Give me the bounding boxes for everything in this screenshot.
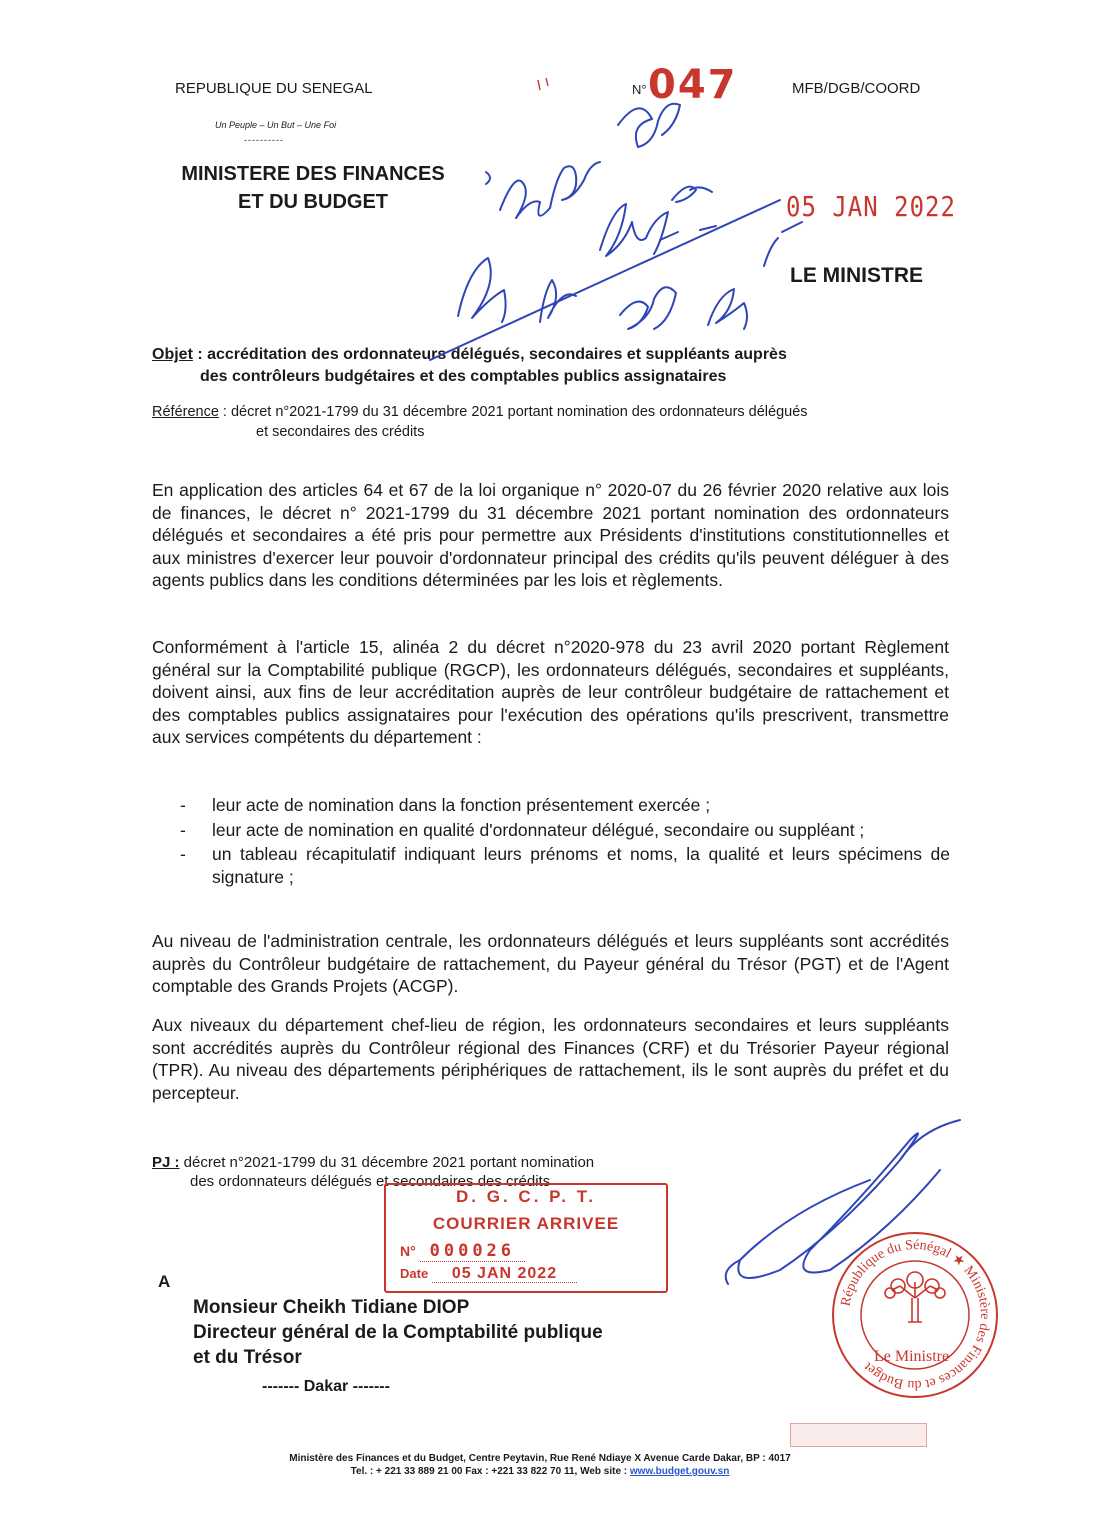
stamp-date-label: Date: [400, 1266, 429, 1281]
subject-line-1: : accréditation des ordonnateurs délégués, secondaires et suppléants auprès: [192, 346, 787, 363]
date-stamp: 05 JAN 2022: [786, 190, 956, 224]
stamp-number-label: N°: [400, 1243, 416, 1259]
stamp-date-value: 05 JAN 2022: [432, 1265, 577, 1283]
attachment-label: PJ :: [152, 1154, 180, 1171]
addressee-title-2: et du Trésor: [193, 1347, 302, 1368]
ministry-line-1: MINISTERE DES FINANCES: [181, 163, 445, 185]
baobab-icon: [885, 1272, 945, 1322]
stamp-title: COURRIER ARRIVEE: [432, 1214, 620, 1233]
requirements-list: [180, 794, 950, 890]
addressee-block: [193, 1295, 603, 1370]
addressee-title-1: Directeur général de la Comptabilité publique: [193, 1322, 603, 1343]
sender-title: LE MINISTRE: [790, 264, 924, 287]
addressee-name: Monsieur Cheikh Tidiane DIOP: [193, 1297, 470, 1318]
country-name: REPUBLIQUE DU SENEGAL: [175, 80, 373, 97]
subject-label: Objet: [152, 346, 193, 363]
addressee-prefix: A: [158, 1272, 171, 1291]
stamp-org: D. G. C. P. T.: [456, 1187, 596, 1206]
handwritten-note: [430, 104, 802, 360]
website-link[interactable]: www.budget.gouv.sn: [629, 1466, 730, 1477]
ministry-name: [148, 160, 478, 216]
body-paragraph-3: Au niveau de l'administration centrale, les ordonnateurs délégués et leurs suppléants sont accrédités auprès du Contrôleur budgétaire de rattachement, du Payeur général du Trésor (PGT) et de l'Agent comptable des Grands Projets (ACGP).: [152, 931, 949, 996]
reference-block: [152, 402, 952, 442]
subject-block: [152, 344, 952, 388]
letter-number: 047: [648, 62, 738, 108]
national-motto: Un Peuple – Un But – Une Foi: [215, 120, 337, 130]
reference-line-2: et secondaires des crédits: [256, 424, 425, 440]
attachment-line-2: des ordonnateurs délégués et secondaires des crédits: [190, 1173, 551, 1190]
stamp-date: [400, 1265, 577, 1283]
subject-line-2: des contrôleurs budgétaires et des comptables publics assignataires: [200, 368, 727, 385]
ministry-seal: [830, 1230, 1000, 1400]
body-paragraph-2: Conformément à l'article 15, alinéa 2 du décret n°2020-978 du 23 avril 2020 portant Règlement général sur la Comptabilité publique (RGCP), les ordonnateurs délégués, secondaires et suppléants, doivent ainsi, aux fins de leur accréditation auprès de leur contrôleur budgétaire de rattachement et des comptables publics assignataires pour l'exécution des opérations qu'ils prescrivent, transmettre aux services compétents du département :: [152, 637, 949, 747]
footer-block: [220, 1452, 860, 1478]
footer-contact: [220, 1465, 860, 1478]
received-mail-stamp: [384, 1183, 668, 1293]
reference-line-1: : décret n°2021-1799 du 31 décembre 2021 portant nomination des ordonnateurs délégués: [218, 404, 808, 420]
attachment-line-1: décret n°2021-1799 du 31 décembre 2021 portant nomination: [179, 1154, 595, 1171]
seal-ink-marks: [538, 78, 548, 90]
footer-address: Ministère des Finances et du Budget, Centre Peytavin, Rue René Ndiaye X Avenue Carde Dakar, BP : 4017: [289, 1453, 791, 1464]
ministry-line-2: ET DU BUDGET: [238, 191, 388, 213]
body-paragraph-4: Aux niveaux du département chef-lieu de région, les ordonnateurs secondaires et leurs suppléants sont accrédités auprès du Contrôleur régional des Finances (CRF) et du Trésorier Payeur régional (TPR). Au niveau des départements périphériques de rattachement, ils le sont auprès du préfet et du percepteur.: [152, 1015, 949, 1103]
footer-phone-fax: Tel. : + 221 33 889 21 00 Fax : +221 33 822 70 11, Web site :: [350, 1466, 630, 1477]
list-item-text: leur acte de nomination en qualité d'ordonnateur délégué, secondaire ou suppléant ;: [212, 819, 865, 840]
motto-separator: ----------: [244, 135, 284, 145]
number-label: N°: [632, 82, 647, 97]
signatory-name-box: [790, 1423, 927, 1447]
list-bullet: -: [180, 819, 186, 840]
reference-label: Référence: [152, 404, 219, 420]
stamp-number-value: 000026: [420, 1241, 525, 1262]
list-item: [180, 794, 950, 817]
list-item: [180, 819, 950, 842]
body-paragraph-1: En application des articles 64 et 67 de la loi organique n° 2020-07 du 26 février 2020 relative aux lois de finances, le décret n° 2021-1799 du 31 décembre 2021 portant nomination des ordonnateurs délégués et secondaires a été pris pour permettre aux Présidents d'institutions constitutionnelles et aux ministres d'exercer leur pouvoir d'ordonnateur principal des crédits qu'ils peuvent déléguer à des agents publics dans les conditions déterminées par les lois et règlements.: [152, 480, 949, 590]
list-bullet: -: [180, 844, 186, 864]
list-item: [180, 843, 950, 888]
list-item-text: leur acte de nomination dans la fonction présentement exercée ;: [212, 795, 711, 815]
seal-center-text: Le Ministre: [874, 1348, 950, 1365]
list-item-text: un tableau récapitulatif indiquant leurs prénoms et noms, la qualité et leurs spécimens de signature ;: [212, 844, 950, 887]
reference-code: MFB/DGB/COORD: [792, 80, 921, 97]
list-bullet: -: [180, 795, 186, 815]
addressee-city: ------- Dakar -------: [262, 1378, 390, 1395]
stamp-number: [400, 1241, 525, 1261]
seal-outer-text: République du Sénégal ★ Ministère des Finances et du Budget: [838, 1237, 993, 1393]
